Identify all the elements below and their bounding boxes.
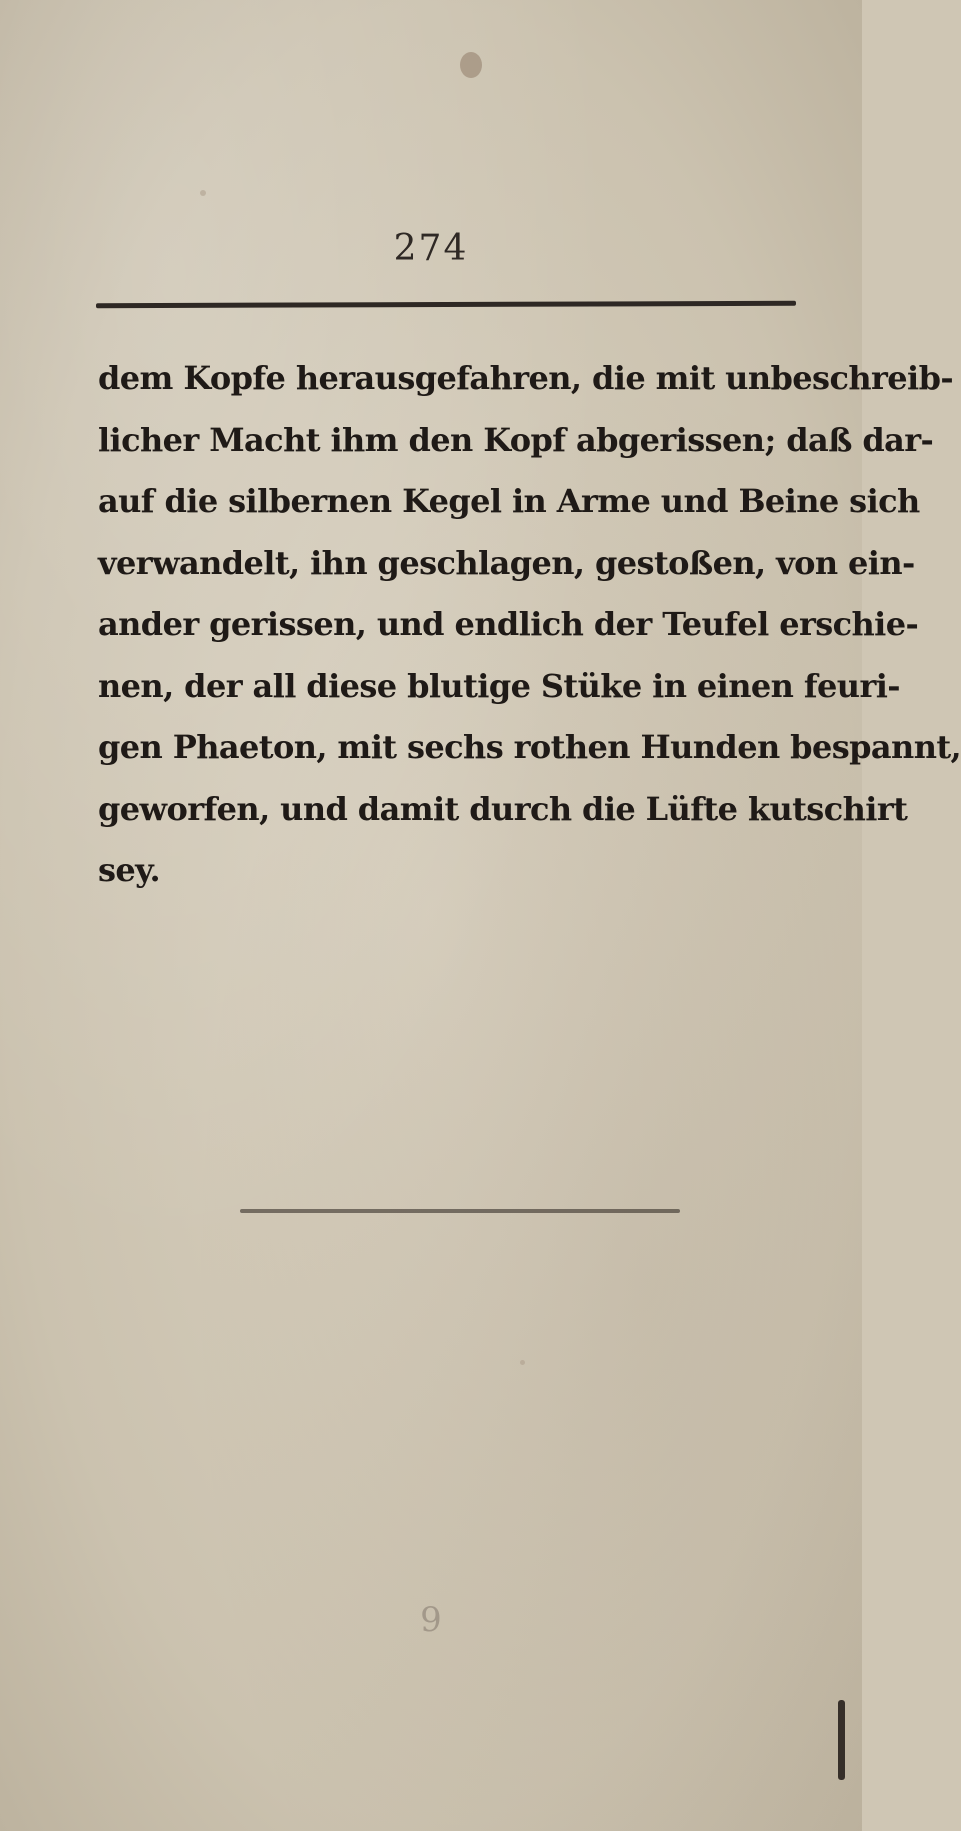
show-through-page-number: 9 (420, 1600, 442, 1640)
text-line-last: sey. (98, 851, 161, 889)
header-rule (96, 301, 796, 308)
ink-spot (200, 190, 206, 196)
text-line: verwandelt, ihn geschlagen, gestoßen, von ein- (98, 543, 915, 582)
text-line: nen, der all diese blutige Stüke in einen feuri- (98, 666, 900, 705)
page-number: 274 (393, 228, 469, 269)
text-line: geworfen, und damit durch die Lüfte kutschirt (98, 789, 908, 828)
ink-spot (460, 52, 482, 78)
text-line: dem Kopfe herausgefahren, die mit unbeschreib- (98, 359, 954, 397)
text-line: gen Phaeton, mit sechs rothen Hunden bespannt, (98, 728, 961, 766)
show-through-line (80, 958, 800, 1022)
show-through-rule (240, 1209, 680, 1213)
text-line: licher Macht ihm den Kopf abgerissen; daß dar- (98, 420, 934, 459)
ink-spot (520, 1360, 525, 1365)
text-line: ander gerissen, und endlich der Teufel erschie- (98, 605, 919, 643)
body-text (98, 348, 961, 902)
show-through-line (80, 894, 800, 958)
text-line: auf die silbernen Kegel in Arme und Beine sich (98, 482, 920, 520)
page-edge-mark (838, 1700, 845, 1780)
